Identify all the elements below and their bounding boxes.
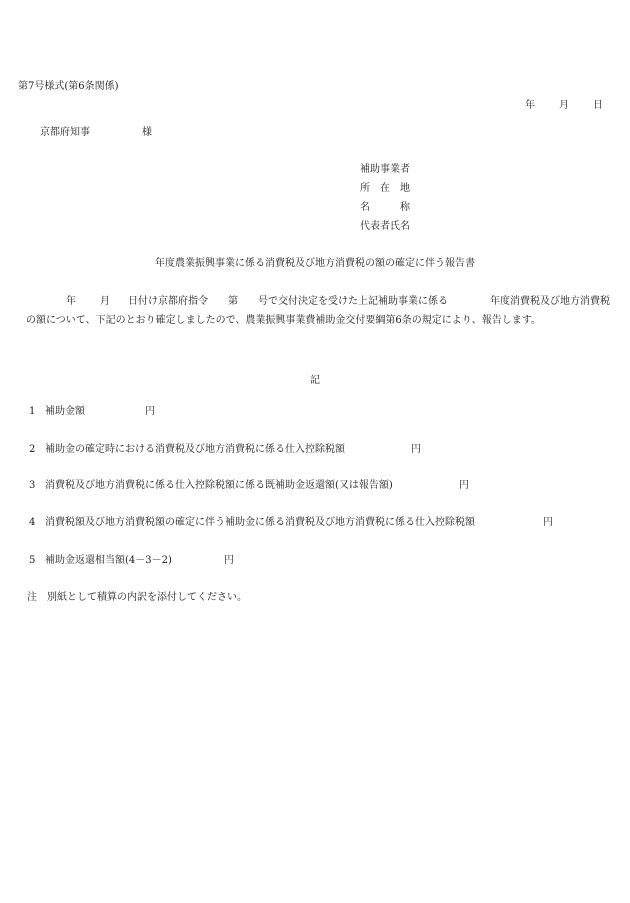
addressee: [40, 127, 152, 140]
applicant-representative-label: 代表者氏名: [360, 221, 410, 232]
list-item: [29, 406, 155, 419]
list-item: [29, 517, 553, 530]
item-unit: 円: [223, 555, 234, 566]
item-label: 補助金の確定時における消費税及び地方消費税に係る仕入控除税額: [45, 444, 345, 455]
date-day: 日: [593, 100, 603, 111]
list-item: [29, 555, 234, 568]
note: [27, 592, 247, 605]
body-year: 年: [66, 296, 76, 307]
item-label: 消費税額及び地方消費税額の確定に伴う補助金に係る消費税及び地方消費税に係る仕入控除税額: [45, 517, 475, 528]
addressee-honorific: 様: [142, 127, 152, 138]
item-number: 3: [29, 480, 36, 491]
body-month: 月: [100, 296, 110, 307]
body-dai: 第: [228, 296, 238, 307]
list-item: [29, 480, 469, 493]
ki-heading: 記: [310, 375, 320, 386]
item-label: 補助金額: [45, 406, 85, 417]
item-number: 1: [29, 406, 36, 417]
body-go: 号で交付決定を受けた上記補助事業に係る: [258, 296, 448, 307]
applicant-block: [360, 164, 410, 240]
note-text: 別紙として積算の内訳を添付してください。: [47, 592, 247, 603]
body-rest: 年度消費税及び地方消費税の額について、下記のとおり確定しましたので、農業振興事業費補助金交付要綱第6条の規定により、報告します。: [26, 296, 610, 326]
date-line: [525, 100, 603, 113]
body-day-ref: 日付け京都府指令: [128, 296, 208, 307]
item-unit: 円: [458, 480, 469, 491]
item-label: 消費税及び地方消費税に係る仕入控除税額に係る既補助金返還額(又は報告額): [45, 480, 393, 491]
item-number: 5: [29, 555, 36, 566]
body-paragraph: [26, 292, 616, 330]
list-item: [29, 444, 421, 457]
item-label: 補助金返還相当額(4－3－2): [45, 555, 172, 566]
date-year: 年: [525, 100, 535, 111]
item-unit: 円: [145, 406, 155, 417]
item-unit: 円: [411, 444, 421, 455]
addressee-name: 京都府知事: [40, 127, 90, 138]
applicant-address-label: 所 在 地: [360, 183, 410, 194]
document-title: 年度農業振興事業に係る消費税及び地方消費税の額の確定に伴う報告書: [155, 258, 475, 269]
note-label: 注: [27, 592, 37, 603]
item-unit: 円: [543, 517, 553, 528]
applicant-business-label: 補助事業者: [360, 164, 410, 175]
item-number: 2: [29, 444, 36, 455]
applicant-name-label: 名 称: [360, 202, 410, 213]
item-number: 4: [29, 517, 36, 528]
date-month: 月: [559, 100, 569, 111]
form-number: 第7号様式(第6条関係): [18, 81, 119, 92]
